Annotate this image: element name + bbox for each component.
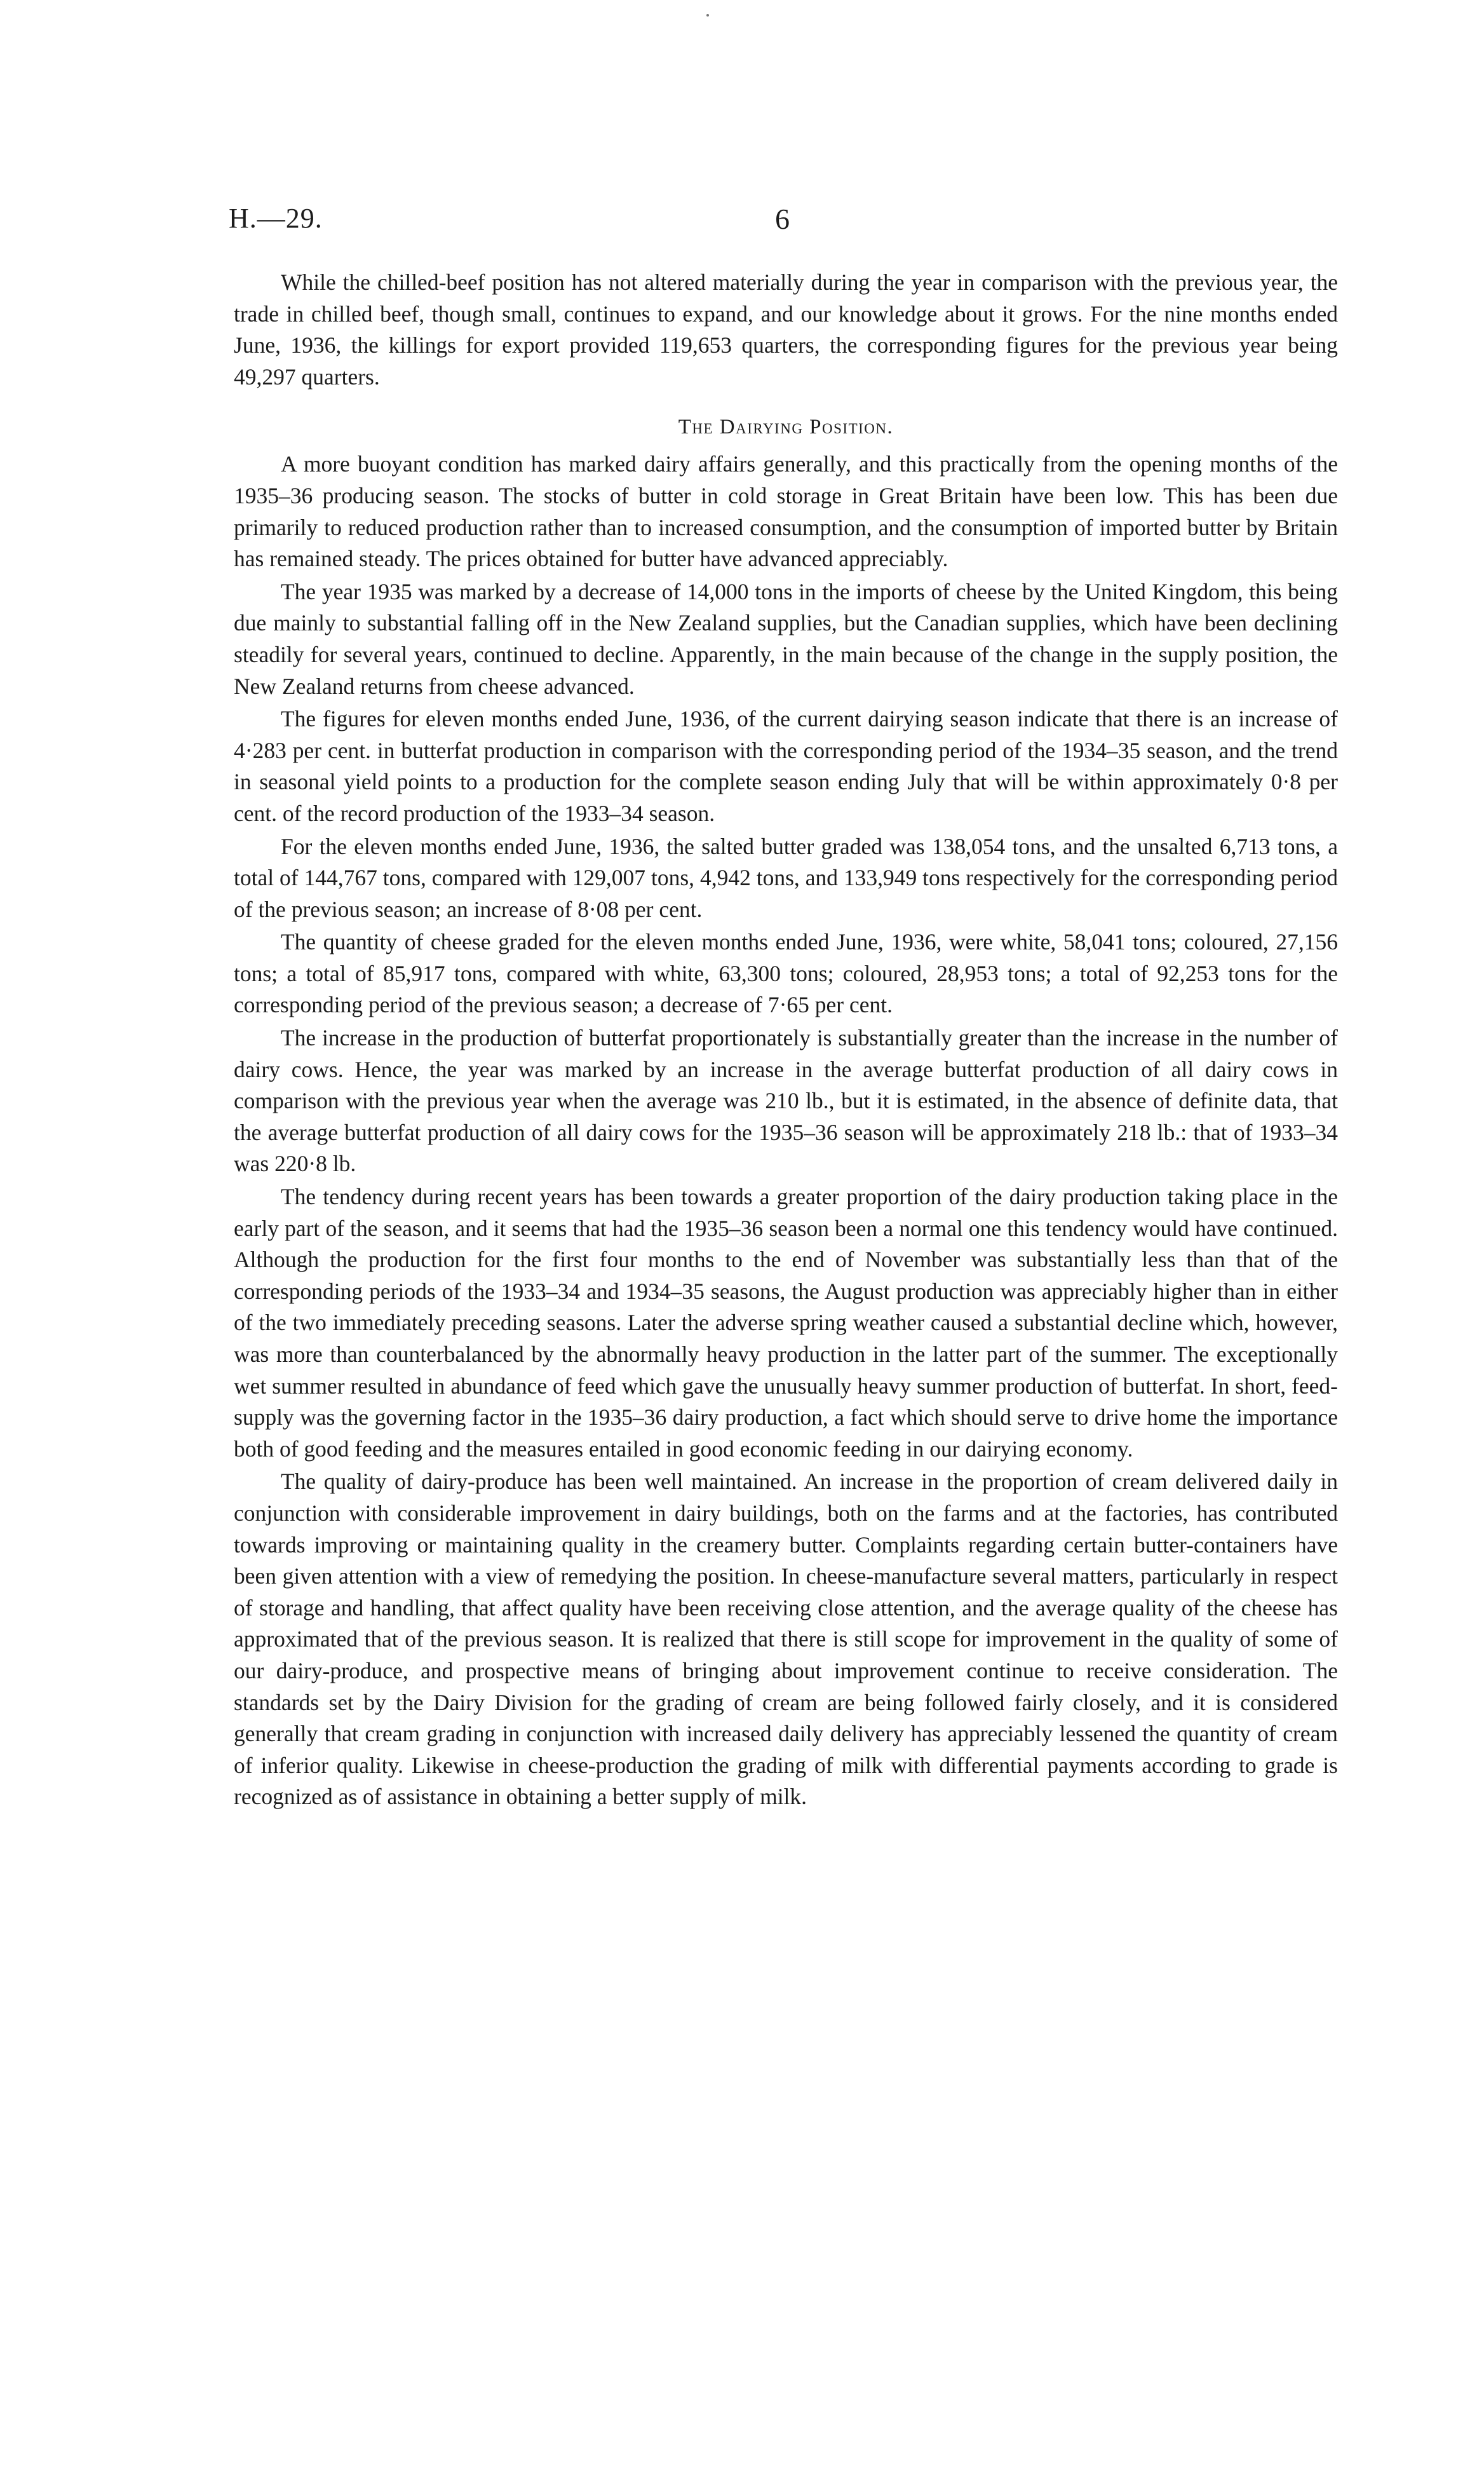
paragraph-cheese-imports: The year 1935 was marked by a decrease of 14,000 tons in the imports of cheese by the United Kingdom, this being due mainly to substantial falling off in the New Zealand supplies, but the Canadian supplies, which have been declining steadily for several years, continued to decline. Apparently, in the main because of the change in the supply position, the New Zealand returns from cheese advanced.: [234, 578, 1338, 699]
paragraph-produce-quality: The quality of dairy-produce has been well maintained. An increase in the proportion of cream delivered daily in conjunction with considerable improvement in dairy buildings, both on the farms and at the factories, has contributed towards improving or maintaining quality in the creamery butter. Complaints regarding certain butter-containers have been given attention with a view of remedying the position. In cheese-manufacture several matters, particularly in respect of storage and handling, that affect quality have been receiving close attention, and the average quality of the cheese has approximated that of the previous season. It is realized that there is still scope for improvement in the quality of some of our dairy-produce, and prospective means of bringing about improvement continue to receive consideration. The standards set by the Dairy Division for the grading of cream are being followed fairly closely, and it is considered generally that cream grading in conjunction with increased daily delivery has appreciably lessened the quantity of cream of inferior quality. Likewise in cheese-production the grading of milk with differential payments according to grade is recognized as of assistance in obtaining a better supply of milk.: [234, 1469, 1338, 1810]
paragraph-butterfat-increase: The increase in the production of butterfat proportionately is substantially greater than the increase in the number of dairy cows. Hence, the year was marked by an increase in the average butterfat production of all dairy cows in comparison with the previous year when the average was 210 lb., but it is estimated, in the absence of definite data, that the average butterfat production of all dairy cows for the 1935–36 season will be approximately 218 lb.: that of 1933–34 was 220·8 lb.: [234, 1025, 1338, 1177]
paragraph-eleven-months-figures: The figures for eleven months ended June, 1936, of the current dairying season indicate that there is an increase of 4·283 per cent. in butterfat production in comparison with the corresponding period of the 1934–35 season, and the trend in seasonal yield points to a production for the complete season ending July that will be within approximately 0·8 per cent. of the record production of the 1933–34 season.: [234, 706, 1338, 826]
page-number: 6: [775, 203, 790, 235]
paragraph-butter-graded: For the eleven months ended June, 1936, the salted butter graded was 138,054 tons, and the unsalted 6,713 tons, a total of 144,767 tons, compared with 129,007 tons, 4,942 tons, and 133,949 tons respectively for the corresponding period of the previous season; an increase of 8·08 per cent.: [234, 833, 1338, 922]
body-text: [234, 267, 1338, 1814]
paragraph-seasonal-tendency: The tendency during recent years has been towards a greater proportion of the dairy production taking place in the early part of the season, and it seems that had the 1935–36 season been a normal one this tendency would have continued. Although the production for the first four months to the end of November was substantially less than that of the corresponding periods of the 1933–34 and 1934–35 seasons, the August production was appreciably higher than in either of the two immediately preceding seasons. Later the adverse spring weather caused a substantial decline which, however, was more than counterbalanced by the abnormally heavy production in the latter part of the summer. The exceptionally wet summer resulted in abundance of feed which gave the unusually heavy summer production of butterfat. In short, feed-supply was the governing factor in the 1935–36 dairy production, a fact which should serve to drive home the importance both of good feeding and the measures entailed in good economic feeding in our dairying economy.: [234, 1184, 1338, 1462]
page-header: [229, 202, 1347, 247]
paragraph-chilled-beef: While the chilled-beef position has not altered materially during the year in comparison with the previous year, the trade in chilled beef, though small, continues to expand, and our knowledge about it grows. For the nine months ended June, 1936, the killings for export provided 119,653 quarters, the corresponding figures for the previous year being 49,297 quarters.: [234, 269, 1338, 390]
paragraph-cheese-graded: The quantity of cheese graded for the eleven months ended June, 1936, were white, 58,041 tons; coloured, 27,156 tons; a total of 85,917 tons, compared with white, 63,300 tons; coloured, 28,953 tons; a total of 92,253 tons for the corresponding period of the previous season; a decrease of 7·65 per cent.: [234, 929, 1338, 1018]
document-reference: H.—29.: [229, 203, 323, 234]
paragraph-buoyant-condition: A more buoyant condition has marked dairy affairs generally, and this practically from the opening months of the 1935–36 producing season. The stocks of butter in cold storage in Great Britain have been low. This has been due primarily to reduced production rather than to increased consumption, and the consumption of imported butter by Britain has remained steady. The prices obtained for butter have advanced appreciably.: [234, 451, 1338, 572]
section-heading: The Dairying Position.: [678, 416, 894, 439]
scan-speck: [706, 14, 709, 17]
